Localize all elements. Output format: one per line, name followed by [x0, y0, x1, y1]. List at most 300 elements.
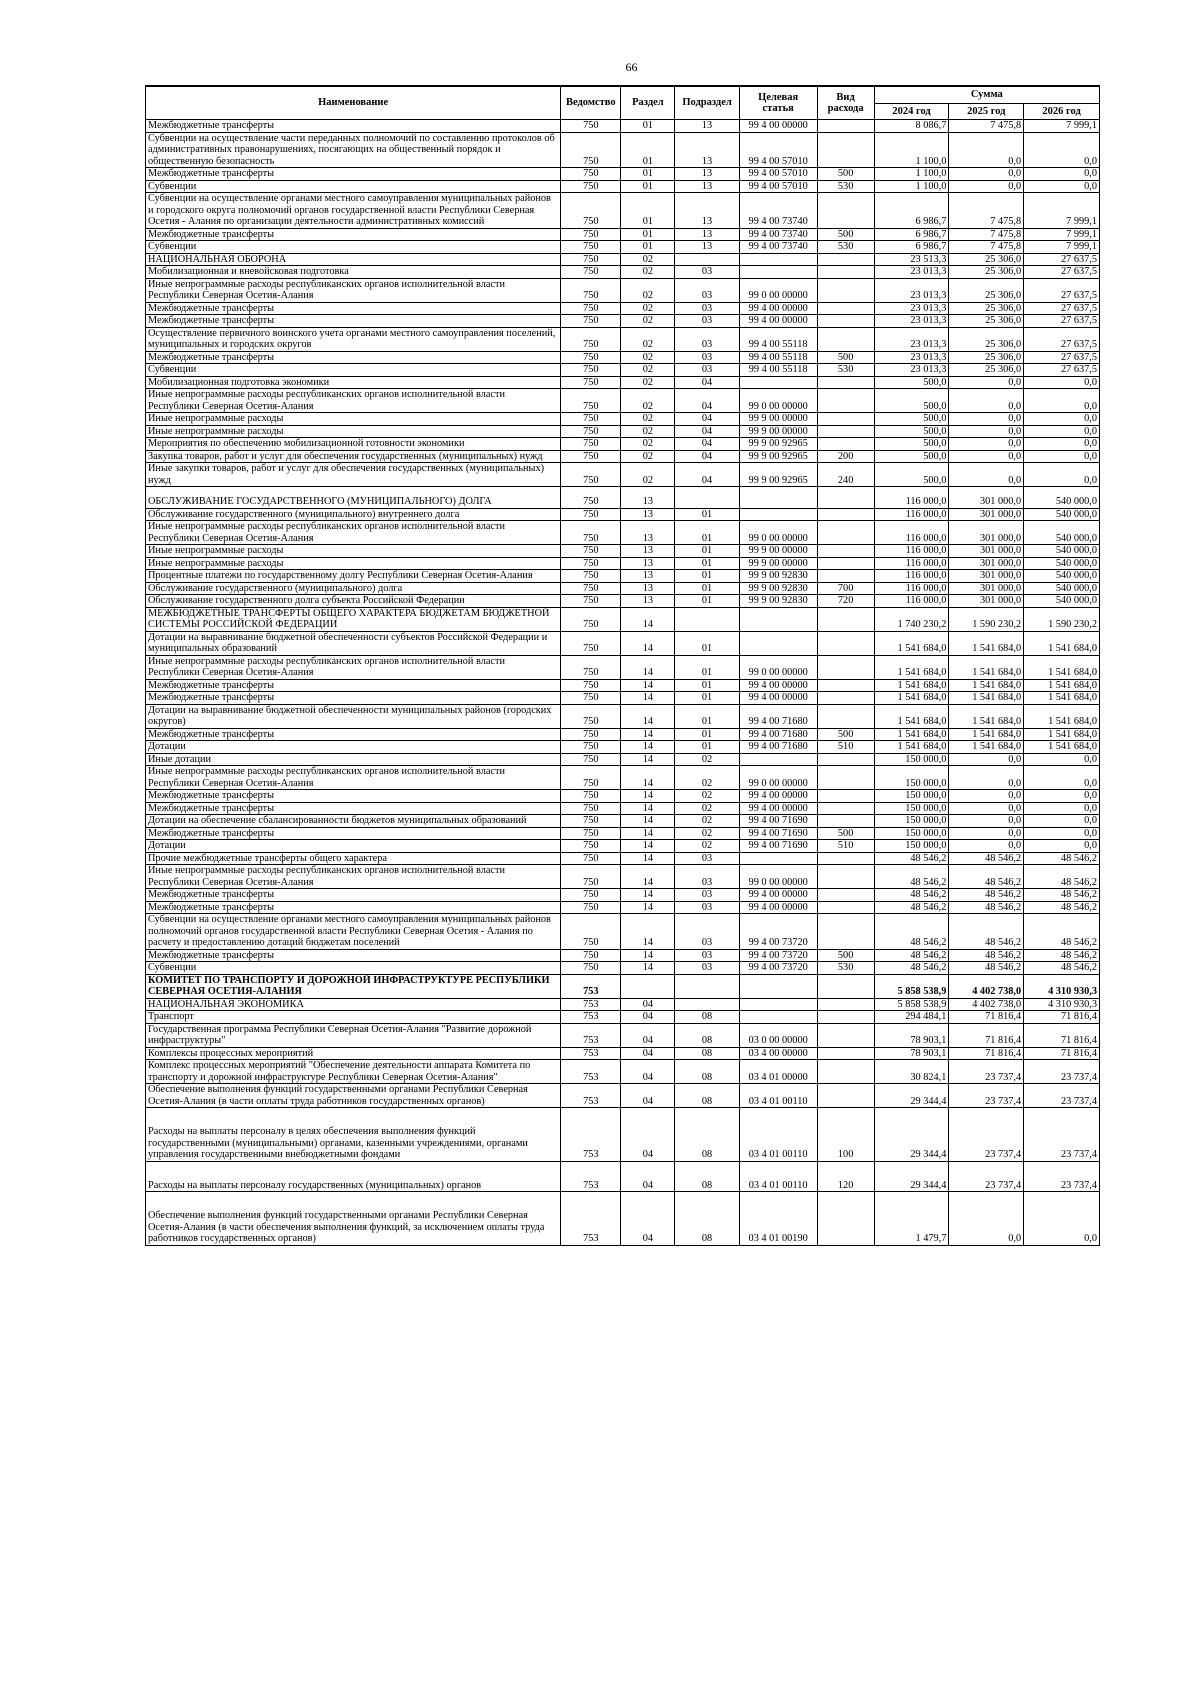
row-subsection: 01: [675, 655, 739, 679]
table-row: [146, 728, 1100, 741]
table-row: [146, 389, 1100, 413]
row-name: Государственная программа Республики Северная Осетия-Алания "Развитие дорожной инфраструктуры": [146, 1023, 561, 1047]
header-target-article: Целевая статья: [739, 86, 817, 120]
row-target-article: 99 4 00 00000: [739, 120, 817, 133]
row-ministry: 753: [561, 1161, 621, 1192]
row-name: Комплекс процессных мероприятий "Обеспечение деятельности аппарата Комитета по транспорту и дорожной инфраструктуре Республики Северная Осетия-Алания": [146, 1060, 561, 1084]
row-section: 02: [621, 253, 675, 266]
row-target-article: 99 9 00 92830: [739, 582, 817, 595]
row-sum-2026: 0,0: [1024, 802, 1100, 815]
row-expense-type: [817, 389, 874, 413]
row-ministry: 750: [561, 450, 621, 463]
row-section: 14: [621, 631, 675, 655]
row-expense-type: [817, 278, 874, 302]
row-sum-2024: 150 000,0: [874, 753, 949, 766]
row-ministry: 750: [561, 278, 621, 302]
row-ministry: 750: [561, 521, 621, 545]
table-row: [146, 1108, 1100, 1162]
row-name: Закупка товаров, работ и услуг для обеспечения государственных (муниципальных) нужд: [146, 450, 561, 463]
table-row: [146, 508, 1100, 521]
row-name: Межбюджетные трансферты: [146, 728, 561, 741]
row-sum-2026: 0,0: [1024, 425, 1100, 438]
row-expense-type: 500: [817, 168, 874, 181]
row-sum-2025: 48 546,2: [949, 949, 1024, 962]
row-name: Межбюджетные трансферты: [146, 827, 561, 840]
row-target-article: 99 4 00 57010: [739, 168, 817, 181]
row-sum-2026: 0,0: [1024, 766, 1100, 790]
table-row: [146, 962, 1100, 975]
row-sum-2024: 48 546,2: [874, 852, 949, 865]
row-sum-2026: 71 816,4: [1024, 1047, 1100, 1060]
row-subsection: 13: [675, 228, 739, 241]
row-expense-type: [817, 1047, 874, 1060]
row-ministry: 750: [561, 840, 621, 853]
row-subsection: 04: [675, 413, 739, 426]
row-sum-2025: 0,0: [949, 766, 1024, 790]
row-subsection: 13: [675, 180, 739, 193]
row-target-article: 03 0 00 00000: [739, 1023, 817, 1047]
row-expense-type: [817, 901, 874, 914]
row-sum-2024: 48 546,2: [874, 889, 949, 902]
row-sum-2026: 0,0: [1024, 840, 1100, 853]
row-section: 14: [621, 962, 675, 975]
row-ministry: 750: [561, 557, 621, 570]
row-sum-2024: 1 541 684,0: [874, 692, 949, 705]
row-target-article: 99 0 00 00000: [739, 865, 817, 889]
row-section: 02: [621, 413, 675, 426]
row-subsection: 02: [675, 815, 739, 828]
row-target-article: [739, 998, 817, 1011]
row-section: 14: [621, 704, 675, 728]
row-sum-2026: 540 000,0: [1024, 521, 1100, 545]
row-sum-2025: 48 546,2: [949, 865, 1024, 889]
row-expense-type: [817, 376, 874, 389]
row-sum-2024: 78 903,1: [874, 1023, 949, 1047]
row-expense-type: 510: [817, 741, 874, 754]
row-expense-type: 510: [817, 840, 874, 853]
row-name: Субвенции на осуществление органами местного самоуправления муниципальных районов и городского округа полномочий органов государственной власти Республики Северная Осетия - Алания по организации деятельности административных комиссий: [146, 193, 561, 229]
row-subsection: 03: [675, 962, 739, 975]
header-sum: Сумма: [874, 86, 1099, 103]
row-section: 14: [621, 901, 675, 914]
table-row: [146, 413, 1100, 426]
row-section: 13: [621, 582, 675, 595]
row-section: 02: [621, 364, 675, 377]
row-sum-2026: 0,0: [1024, 753, 1100, 766]
row-target-article: 99 4 00 73740: [739, 241, 817, 254]
row-sum-2025: 7 475,8: [949, 241, 1024, 254]
row-subsection: 08: [675, 1161, 739, 1192]
row-section: 13: [621, 595, 675, 608]
row-name: Субвенции на осуществление части переданных полномочий по составлению протоколов об административных правонарушениях, посягающих на общественный порядок и общественную безопасность: [146, 132, 561, 168]
row-expense-type: [817, 425, 874, 438]
row-target-article: 99 0 00 00000: [739, 389, 817, 413]
row-target-article: 99 9 00 00000: [739, 425, 817, 438]
row-target-article: 03 4 01 00000: [739, 1060, 817, 1084]
row-sum-2025: 0,0: [949, 376, 1024, 389]
row-expense-type: 500: [817, 228, 874, 241]
row-subsection: 13: [675, 241, 739, 254]
row-ministry: 753: [561, 998, 621, 1011]
row-name: Мобилизационная и вневойсковая подготовка: [146, 266, 561, 279]
row-sum-2026: 0,0: [1024, 389, 1100, 413]
row-section: [621, 974, 675, 998]
row-sum-2024: 23 013,3: [874, 351, 949, 364]
row-sum-2025: 0,0: [949, 438, 1024, 451]
row-sum-2026: 1 541 684,0: [1024, 741, 1100, 754]
row-target-article: 99 4 00 00000: [739, 901, 817, 914]
row-subsection: 02: [675, 753, 739, 766]
row-sum-2026: 7 999,1: [1024, 241, 1100, 254]
row-name: Расходы на выплаты персоналу в целях обеспечения выполнения функций государственными (муниципальными) органами, казенными учреждениями, органами управления государственными внебюджетными фондами: [146, 1108, 561, 1162]
row-subsection: 02: [675, 766, 739, 790]
table-row: [146, 132, 1100, 168]
table-row: [146, 278, 1100, 302]
row-target-article: 99 4 00 73720: [739, 914, 817, 950]
row-subsection: 03: [675, 901, 739, 914]
row-sum-2026: 48 546,2: [1024, 852, 1100, 865]
row-sum-2026: 540 000,0: [1024, 508, 1100, 521]
row-subsection: 08: [675, 1047, 739, 1060]
row-section: 01: [621, 193, 675, 229]
row-sum-2026: 0,0: [1024, 450, 1100, 463]
table-row: [146, 766, 1100, 790]
row-subsection: 01: [675, 704, 739, 728]
table-row: [146, 1060, 1100, 1084]
header-expense-type: Вид расхода: [817, 86, 874, 120]
row-section: 04: [621, 1192, 675, 1246]
row-sum-2024: 29 344,4: [874, 1161, 949, 1192]
row-ministry: 750: [561, 607, 621, 631]
table-row: [146, 914, 1100, 950]
row-name: Обеспечение выполнения функций государственными органами Республики Северная Осетия-Алания (в части оплаты труда работников государственных органов): [146, 1084, 561, 1108]
row-ministry: 750: [561, 889, 621, 902]
row-expense-type: [817, 193, 874, 229]
row-expense-type: [817, 607, 874, 631]
row-ministry: 750: [561, 901, 621, 914]
row-sum-2024: 29 344,4: [874, 1108, 949, 1162]
row-name: Межбюджетные трансферты: [146, 692, 561, 705]
row-expense-type: [817, 413, 874, 426]
row-sum-2025: 0,0: [949, 389, 1024, 413]
row-sum-2024: 116 000,0: [874, 557, 949, 570]
row-target-article: 99 4 00 71690: [739, 827, 817, 840]
row-sum-2026: 27 637,5: [1024, 302, 1100, 315]
table-row: [146, 228, 1100, 241]
row-subsection: 01: [675, 521, 739, 545]
row-ministry: 750: [561, 315, 621, 328]
header-year-2024: 2024 год: [874, 103, 949, 120]
row-section: 13: [621, 508, 675, 521]
row-sum-2024: 500,0: [874, 376, 949, 389]
row-target-article: 99 9 00 00000: [739, 413, 817, 426]
row-sum-2024: 23 013,3: [874, 315, 949, 328]
row-section: 14: [621, 802, 675, 815]
table-row: [146, 425, 1100, 438]
row-section: 01: [621, 241, 675, 254]
row-target-article: 99 9 00 00000: [739, 545, 817, 558]
row-expense-type: [817, 508, 874, 521]
row-subsection: 02: [675, 802, 739, 815]
table-row: [146, 679, 1100, 692]
row-ministry: 750: [561, 595, 621, 608]
row-target-article: 99 0 00 00000: [739, 521, 817, 545]
row-sum-2025: 0,0: [949, 450, 1024, 463]
row-subsection: [675, 998, 739, 1011]
row-sum-2024: 500,0: [874, 450, 949, 463]
row-sum-2026: 0,0: [1024, 180, 1100, 193]
row-section: 13: [621, 557, 675, 570]
row-target-article: [739, 376, 817, 389]
row-sum-2025: 301 000,0: [949, 545, 1024, 558]
row-sum-2026: 27 637,5: [1024, 278, 1100, 302]
row-target-article: 99 4 00 73720: [739, 949, 817, 962]
row-expense-type: 120: [817, 1161, 874, 1192]
table-row: [146, 193, 1100, 229]
row-sum-2024: 150 000,0: [874, 840, 949, 853]
row-sum-2025: 0,0: [949, 815, 1024, 828]
row-name: Обеспечение выполнения функций государственными органами Республики Северная Осетия-Алания (в части обеспечения выполнения функций, за исключением оплаты труда работников государственных органов): [146, 1192, 561, 1246]
row-sum-2024: 5 858 538,9: [874, 974, 949, 998]
row-expense-type: [817, 692, 874, 705]
row-sum-2024: 500,0: [874, 463, 949, 487]
row-section: 14: [621, 889, 675, 902]
row-ministry: 750: [561, 438, 621, 451]
row-name: Иные непрограммные расходы республиканских органов исполнительной власти Республики Северная Осетия-Алания: [146, 655, 561, 679]
row-name: Межбюджетные трансферты: [146, 315, 561, 328]
row-sum-2025: 301 000,0: [949, 570, 1024, 583]
row-expense-type: [817, 120, 874, 133]
row-subsection: 04: [675, 450, 739, 463]
row-name: Иные непрограммные расходы: [146, 545, 561, 558]
row-target-article: 99 4 00 71680: [739, 741, 817, 754]
row-name: Межбюджетные трансферты: [146, 802, 561, 815]
table-row: [146, 840, 1100, 853]
row-sum-2024: 48 546,2: [874, 962, 949, 975]
row-sum-2024: 1 541 684,0: [874, 679, 949, 692]
row-subsection: 03: [675, 302, 739, 315]
row-name: Субвенции на осуществление органами местного самоуправления муниципальных районов полномочий органов государственной власти Республики Северная Осетия - Алания по расчету и предоставлению дотаций бюджетам поселений: [146, 914, 561, 950]
row-sum-2024: 30 824,1: [874, 1060, 949, 1084]
row-expense-type: 500: [817, 351, 874, 364]
row-subsection: 02: [675, 840, 739, 853]
row-ministry: 750: [561, 790, 621, 803]
row-subsection: [675, 607, 739, 631]
row-sum-2024: 23 013,3: [874, 364, 949, 377]
row-subsection: 04: [675, 425, 739, 438]
row-subsection: 03: [675, 351, 739, 364]
row-name: Дотации на обеспечение сбалансированности бюджетов муниципальных образований: [146, 815, 561, 828]
row-sum-2026: 4 310 930,3: [1024, 974, 1100, 998]
row-sum-2026: 0,0: [1024, 376, 1100, 389]
row-subsection: 08: [675, 1060, 739, 1084]
row-sum-2025: 25 306,0: [949, 351, 1024, 364]
row-ministry: 753: [561, 1084, 621, 1108]
row-sum-2026: 540 000,0: [1024, 595, 1100, 608]
row-target-article: 99 4 00 00000: [739, 692, 817, 705]
row-subsection: 13: [675, 193, 739, 229]
row-sum-2025: 48 546,2: [949, 901, 1024, 914]
table-row: [146, 376, 1100, 389]
row-section: 14: [621, 753, 675, 766]
table-row: [146, 692, 1100, 705]
row-ministry: 753: [561, 1192, 621, 1246]
row-subsection: 03: [675, 889, 739, 902]
row-subsection: [675, 253, 739, 266]
row-sum-2025: 0,0: [949, 463, 1024, 487]
table-row: [146, 753, 1100, 766]
row-sum-2025: 1 541 684,0: [949, 655, 1024, 679]
row-section: 14: [621, 914, 675, 950]
row-sum-2024: 150 000,0: [874, 815, 949, 828]
row-expense-type: 720: [817, 595, 874, 608]
row-ministry: 750: [561, 228, 621, 241]
row-sum-2026: 7 999,1: [1024, 120, 1100, 133]
row-ministry: 753: [561, 1023, 621, 1047]
row-sum-2025: 1 541 684,0: [949, 692, 1024, 705]
row-sum-2025: 301 000,0: [949, 508, 1024, 521]
row-target-article: 99 4 00 71690: [739, 840, 817, 853]
table-row: [146, 327, 1100, 351]
row-subsection: 04: [675, 463, 739, 487]
row-sum-2026: 23 737,4: [1024, 1161, 1100, 1192]
row-name: Дотации на выравнивание бюджетной обеспеченности муниципальных районов (городских округов): [146, 704, 561, 728]
row-sum-2026: 0,0: [1024, 815, 1100, 828]
row-sum-2024: 116 000,0: [874, 487, 949, 509]
row-target-article: 99 4 00 00000: [739, 802, 817, 815]
table-row: [146, 487, 1100, 509]
table-row: [146, 315, 1100, 328]
row-expense-type: [817, 790, 874, 803]
row-target-article: 03 4 01 00190: [739, 1192, 817, 1246]
row-sum-2024: 116 000,0: [874, 582, 949, 595]
row-section: 02: [621, 450, 675, 463]
row-sum-2026: 48 546,2: [1024, 914, 1100, 950]
table-row: [146, 570, 1100, 583]
row-sum-2026: 1 541 684,0: [1024, 679, 1100, 692]
row-expense-type: [817, 852, 874, 865]
table-row: [146, 266, 1100, 279]
row-sum-2026: 71 816,4: [1024, 1023, 1100, 1047]
row-target-article: 99 9 00 92965: [739, 438, 817, 451]
row-expense-type: [817, 1192, 874, 1246]
row-sum-2025: 0,0: [949, 790, 1024, 803]
row-ministry: 750: [561, 389, 621, 413]
row-sum-2024: 1 479,7: [874, 1192, 949, 1246]
row-ministry: 753: [561, 1047, 621, 1060]
row-target-article: [739, 266, 817, 279]
budget-table: [145, 85, 1100, 1246]
row-section: 02: [621, 327, 675, 351]
row-name: Межбюджетные трансферты: [146, 901, 561, 914]
row-ministry: 750: [561, 570, 621, 583]
row-sum-2024: 116 000,0: [874, 508, 949, 521]
row-section: 01: [621, 168, 675, 181]
row-subsection: 02: [675, 827, 739, 840]
row-sum-2026: 0,0: [1024, 1192, 1100, 1246]
row-expense-type: [817, 1084, 874, 1108]
row-sum-2025: 0,0: [949, 840, 1024, 853]
row-sum-2025: 1 541 684,0: [949, 728, 1024, 741]
table-row: [146, 582, 1100, 595]
row-name: Прочие межбюджетные трансферты общего характера: [146, 852, 561, 865]
table-row: [146, 241, 1100, 254]
row-subsection: 01: [675, 595, 739, 608]
row-sum-2025: 1 590 230,2: [949, 607, 1024, 631]
row-subsection: 03: [675, 852, 739, 865]
row-sum-2024: 150 000,0: [874, 790, 949, 803]
row-sum-2026: 27 637,5: [1024, 266, 1100, 279]
row-subsection: 03: [675, 315, 739, 328]
row-sum-2026: 0,0: [1024, 827, 1100, 840]
row-target-article: 99 4 00 55118: [739, 351, 817, 364]
row-ministry: 750: [561, 487, 621, 509]
row-sum-2024: 150 000,0: [874, 827, 949, 840]
row-section: 13: [621, 570, 675, 583]
row-ministry: 750: [561, 180, 621, 193]
row-sum-2024: 1 541 684,0: [874, 655, 949, 679]
table-row: [146, 631, 1100, 655]
row-subsection: 01: [675, 508, 739, 521]
row-subsection: 01: [675, 741, 739, 754]
row-expense-type: [817, 557, 874, 570]
row-expense-type: [817, 266, 874, 279]
row-expense-type: [817, 766, 874, 790]
row-subsection: 13: [675, 120, 739, 133]
row-expense-type: [817, 889, 874, 902]
row-subsection: 03: [675, 278, 739, 302]
row-ministry: 753: [561, 1011, 621, 1024]
table-row: [146, 998, 1100, 1011]
table-row: [146, 545, 1100, 558]
row-name: НАЦИОНАЛЬНАЯ ЭКОНОМИКА: [146, 998, 561, 1011]
row-ministry: 750: [561, 351, 621, 364]
row-ministry: 750: [561, 766, 621, 790]
row-expense-type: [817, 753, 874, 766]
row-target-article: 99 0 00 00000: [739, 766, 817, 790]
table-row: [146, 1192, 1100, 1246]
row-sum-2025: 25 306,0: [949, 364, 1024, 377]
table-body: [146, 120, 1100, 1246]
row-sum-2026: 23 737,4: [1024, 1060, 1100, 1084]
row-name: Иные непрограммные расходы республиканских органов исполнительной власти Республики Северная Осетия-Алания: [146, 389, 561, 413]
row-sum-2024: 8 086,7: [874, 120, 949, 133]
header-subsection: Подраздел: [675, 86, 739, 120]
row-sum-2025: 23 737,4: [949, 1084, 1024, 1108]
table-row: [146, 557, 1100, 570]
row-sum-2026: 540 000,0: [1024, 557, 1100, 570]
row-ministry: 750: [561, 692, 621, 705]
table-row: [146, 1161, 1100, 1192]
row-target-article: 99 9 00 92830: [739, 595, 817, 608]
row-sum-2026: 0,0: [1024, 413, 1100, 426]
row-sum-2025: 71 816,4: [949, 1023, 1024, 1047]
row-ministry: 750: [561, 364, 621, 377]
table-row: [146, 741, 1100, 754]
row-ministry: 750: [561, 168, 621, 181]
row-name: Процентные платежи по государственному долгу Республики Северная Осетия-Алания: [146, 570, 561, 583]
row-target-article: [739, 487, 817, 509]
row-sum-2026: 48 546,2: [1024, 865, 1100, 889]
row-sum-2024: 1 541 684,0: [874, 728, 949, 741]
table-row: [146, 253, 1100, 266]
row-sum-2025: 0,0: [949, 827, 1024, 840]
header-name: Наименование: [146, 86, 561, 120]
row-name: Иные непрограммные расходы республиканских органов исполнительной власти Республики Северная Осетия-Алания: [146, 766, 561, 790]
row-subsection: 08: [675, 1084, 739, 1108]
table-row: [146, 974, 1100, 998]
row-name: Дотации: [146, 840, 561, 853]
